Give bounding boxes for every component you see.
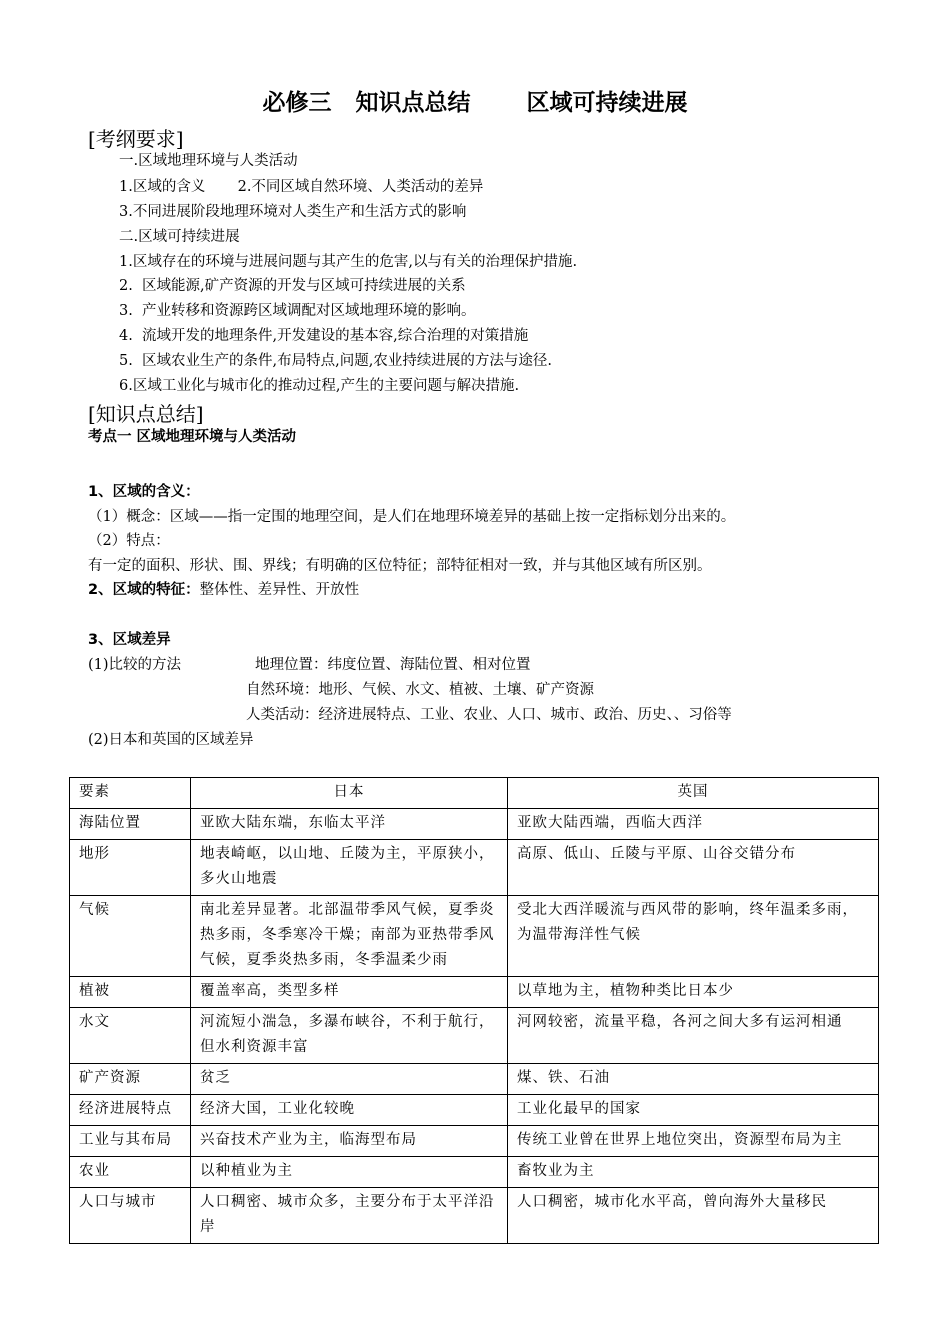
item2-text: 整体性、差异性、开放性 xyxy=(199,582,360,598)
item1-feature-label: （2）特点： xyxy=(88,533,170,549)
exam-req-line: 二.区域可持续进展 xyxy=(119,229,240,245)
table-cell: 地形 xyxy=(70,840,191,896)
exam-req-line: 一.区域地理环境与人类活动 xyxy=(119,153,298,169)
table-row xyxy=(70,977,879,1008)
table-row xyxy=(70,1008,879,1064)
item1-title: 1、区域的含义： xyxy=(88,484,200,500)
exam-requirements-heading: [考纲要求] xyxy=(88,127,184,151)
item1-concept: （1）概念：区域——指一定围的地理空间，是人们在地理环境差异的基础上按一定指标划分出来的。 xyxy=(88,509,736,525)
table-row xyxy=(70,896,879,977)
header-cell: 日本 xyxy=(191,778,508,809)
table-row xyxy=(70,1188,879,1244)
header-cell: 要素 xyxy=(70,778,191,809)
table-cell: 工业与其布局 xyxy=(70,1126,191,1157)
header-cell: 英国 xyxy=(508,778,879,809)
table-cell: 亚欧大陆东端，东临太平洋 xyxy=(191,809,508,840)
compare-geo: 地理位置：纬度位置、海陆位置、相对位置 xyxy=(255,657,531,673)
item1-feature-text: 有一定的面积、形状、围、界线；有明确的区位特征；部特征相对一致，并与其他区域有所区别。 xyxy=(88,558,712,574)
comparison-table xyxy=(69,777,879,1244)
table-cell: 贫乏 xyxy=(191,1064,508,1095)
table-row xyxy=(70,809,879,840)
table-cell: 地表崎岖，以山地、丘陵为主，平原狭小，多火山地震 xyxy=(191,840,508,896)
table-cell: 矿产资源 xyxy=(70,1064,191,1095)
table-cell: 人口与城市 xyxy=(70,1188,191,1244)
compare-nature: 自然环境：地形、气候、水文、植被、土壤、矿产资源 xyxy=(246,682,594,698)
topic-title: 考点一 区域地理环境与人类活动 xyxy=(88,429,297,445)
table-cell: 农业 xyxy=(70,1157,191,1188)
compare-label: (1)比较的方法 xyxy=(88,657,182,673)
exam-req-line: 1.区域的含义 2.不同区域自然环境、人类活动的差异 xyxy=(119,179,484,195)
table-row xyxy=(70,840,879,896)
table-cell: 亚欧大陆西端，西临大西洋 xyxy=(508,809,879,840)
item3-title: 3、区域差异 xyxy=(88,632,171,648)
table-row xyxy=(70,1095,879,1126)
table-cell: 以种植业为主 xyxy=(191,1157,508,1188)
exam-req-line: 5. 区域农业生产的条件,布局特点,问题,农业持续进展的方法与途径. xyxy=(119,353,552,369)
knowledge-summary-heading: [知识点总结] xyxy=(88,402,204,426)
table-cell: 南北差异显著。北部温带季风气候，夏季炎热多雨，冬季寒冷干燥；南部为亚热带季风气候，夏季炎热多雨，冬季温柔少雨 xyxy=(191,896,508,977)
table-cell: 水文 xyxy=(70,1008,191,1064)
exam-req-line: 6.区域工业化与城市化的推动过程,产生的主要问题与解决措施. xyxy=(119,378,520,394)
table-cell: 工业化最早的国家 xyxy=(508,1095,879,1126)
exam-req-line: 2. 区域能源,矿产资源的开发与区域可持续进展的关系 xyxy=(119,278,466,294)
table-cell: 覆盖率高，类型多样 xyxy=(191,977,508,1008)
page-title: 必修三 知识点总结 区域可持续进展 xyxy=(262,90,688,116)
table-cell: 畜牧业为主 xyxy=(508,1157,879,1188)
table-cell: 河网较密，流量平稳，各河之间大多有运河相通 xyxy=(508,1008,879,1064)
exam-req-line: 4. 流域开发的地理条件,开发建设的基本容,综合治理的对策措施 xyxy=(119,328,529,344)
table-cell: 以草地为主，植物种类比日本少 xyxy=(508,977,879,1008)
item2-line xyxy=(88,580,359,600)
table-cell: 兴奋技术产业为主，临海型布局 xyxy=(191,1126,508,1157)
table-cell: 高原、低山、丘陵与平原、山谷交错分布 xyxy=(508,840,879,896)
table-cell: 人口稠密，城市化水平高，曾向海外大量移民 xyxy=(508,1188,879,1244)
table-cell: 经济大国，工业化较晚 xyxy=(191,1095,508,1126)
table-header-row xyxy=(70,778,879,809)
exam-req-line: 3.不同进展阶段地理环境对人类生产和生活方式的影响 xyxy=(119,204,467,220)
table-cell: 海陆位置 xyxy=(70,809,191,840)
item2-title: 2、区域的特征： xyxy=(88,582,200,598)
table-cell: 传统工业曾在世界上地位突出，资源型布局为主 xyxy=(508,1126,879,1157)
table-cell: 河流短小湍急，多瀑布峡谷，不利于航行，但水利资源丰富 xyxy=(191,1008,508,1064)
table-cell: 人口稠密、城市众多，主要分布于太平洋沿岸 xyxy=(191,1188,508,1244)
compare-table-label: (2)日本和英国的区域差异 xyxy=(88,732,254,748)
table-cell: 受北大西洋暖流与西风带的影响，终年温柔多雨，为温带海洋性气候 xyxy=(508,896,879,977)
table-row xyxy=(70,1157,879,1188)
table-cell: 植被 xyxy=(70,977,191,1008)
exam-req-line: 1.区域存在的环境与进展问题与其产生的危害,以与有关的治理保护措施. xyxy=(119,254,578,270)
table-cell: 煤、铁、石油 xyxy=(508,1064,879,1095)
table-cell: 经济进展特点 xyxy=(70,1095,191,1126)
exam-req-line: 3. 产业转移和资源跨区域调配对区域地理环境的影响。 xyxy=(119,303,476,319)
compare-human: 人类活动：经济进展特点、工业、农业、人口、城市、政治、历史、、习俗等 xyxy=(246,707,732,723)
table-row xyxy=(70,1064,879,1095)
table-cell: 气候 xyxy=(70,896,191,977)
table-row xyxy=(70,1126,879,1157)
